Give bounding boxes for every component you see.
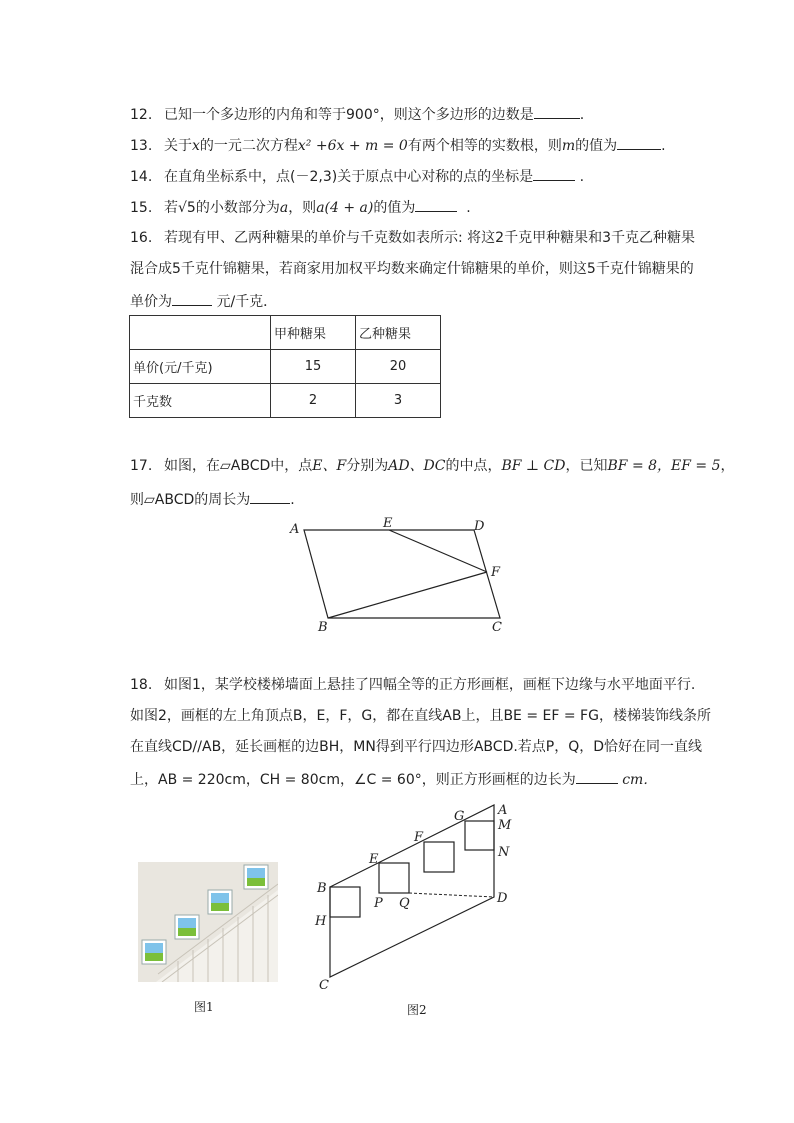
question-number: 16. — [130, 230, 153, 246]
question-number: 18. — [130, 677, 153, 693]
label-a: A — [498, 803, 508, 818]
math-text: AD、DC — [388, 458, 446, 474]
table-cell: 15 — [271, 350, 356, 384]
table-cell: 20 — [356, 350, 441, 384]
table-header-cell — [130, 316, 271, 350]
label-e: E — [369, 852, 379, 867]
question-text: 混合成5千克什锦糖果，若商家用加权平均数来确定什锦糖果的单价，则这5千克什锦糖果的 — [130, 261, 694, 277]
text-part: 有两个相等的实数根，则 — [407, 138, 562, 154]
answer-blank[interactable] — [533, 166, 575, 181]
label-m: M — [498, 818, 512, 833]
staircase-photo — [138, 862, 278, 982]
answer-blank[interactable] — [617, 135, 661, 150]
table-row — [130, 350, 441, 384]
math-variable: m — [561, 138, 576, 154]
question-12 — [130, 104, 584, 124]
answer-blank[interactable] — [250, 489, 290, 504]
question-17-line-2 — [130, 489, 295, 509]
answer-blank[interactable] — [172, 291, 212, 306]
text-part: 上，AB = 220cm，CH = 80cm，∠C = 60°，则正方形画框的边长为 — [130, 772, 576, 788]
table-header-row — [130, 316, 441, 350]
label-f: F — [414, 830, 424, 845]
question-text: 在直线CD//AB，延长画框的边BH，MN得到平行四边形ABCD.若点P，Q，D恰好在同一直线 — [130, 739, 703, 755]
table-header-cell: 乙种糖果 — [356, 316, 441, 350]
candy-price-table — [129, 315, 441, 418]
label-q: Q — [399, 896, 410, 911]
picture-frame — [208, 890, 232, 914]
period: . — [579, 169, 585, 185]
period: . — [290, 492, 295, 508]
label-f: F — [491, 565, 501, 580]
parallelogram-frames-figure — [308, 795, 528, 995]
square-frame-f — [424, 842, 454, 872]
label-n: N — [498, 845, 510, 860]
question-number: 14. — [130, 169, 153, 185]
label-d: D — [497, 891, 508, 906]
label-b: B — [318, 620, 328, 635]
label-h: H — [315, 914, 327, 929]
question-text: 如图2，画框的左上角顶点B，E，F，G，都在直线AB上，且BE = EF = FG，楼梯装饰线条所 — [130, 708, 711, 724]
text-part: 的值为 — [373, 200, 416, 216]
text-part: 如图，在▱ABCD中，点 — [164, 458, 313, 474]
question-text: 在直角坐标系中，点(－2,3)关于原点中心对称的点的坐标是 — [164, 169, 534, 185]
math-text: BF ⊥ CD — [501, 458, 566, 474]
question-18-line-3 — [130, 738, 702, 756]
square-frame-b — [330, 887, 360, 917]
text-part: 的中点， — [445, 458, 502, 474]
label-d: D — [474, 519, 485, 534]
parallelogram-abcd — [304, 530, 500, 618]
text-part: 的值为 — [575, 138, 618, 154]
label-b: B — [317, 881, 327, 896]
question-number: 13. — [130, 138, 153, 154]
question-number: 17. — [130, 458, 153, 474]
period: . — [579, 107, 585, 123]
table-cell: 千克数 — [130, 384, 271, 418]
label-c: C — [319, 978, 329, 993]
question-16-line-2 — [130, 260, 694, 278]
text-part: ， — [720, 458, 735, 474]
math-variable: x — [192, 138, 200, 154]
text-part: 的一元二次方程 — [199, 138, 298, 154]
unit: cm． — [622, 772, 658, 788]
question-16-line-1 — [130, 229, 695, 247]
parallelogram-figure — [280, 510, 520, 640]
question-18-line-1 — [130, 676, 695, 694]
question-text: 已知一个多边形的内角和等于900°，则这个多边形的边数是 — [164, 107, 534, 123]
answer-blank[interactable] — [415, 197, 457, 212]
math-text: BF = 8，EF = 5 — [607, 458, 721, 474]
text-part: 关于 — [164, 138, 192, 154]
answer-blank[interactable] — [576, 769, 618, 784]
math-variable: a — [279, 200, 289, 216]
table-row — [130, 384, 441, 418]
text-part: 元/千克． — [216, 294, 278, 310]
question-number: 12. — [130, 107, 153, 123]
label-e: E — [383, 516, 393, 531]
picture-frame — [175, 915, 199, 939]
label-c: C — [492, 620, 502, 635]
text-part: 则▱ABCD的周长为 — [130, 492, 251, 508]
question-18-line-4 — [130, 769, 657, 789]
period: . — [466, 200, 471, 216]
question-14 — [130, 166, 584, 186]
equation: x² +6x + m = 0 — [297, 138, 408, 154]
segment-bf — [328, 572, 487, 618]
question-text: 如图1，某学校楼梯墙面上悬挂了四幅全等的正方形画框，画框下边缘与水平地面平行. — [164, 677, 696, 693]
square-frame-g — [465, 821, 494, 850]
text-part: 若√5的小数部分为 — [164, 200, 280, 216]
dashed-line-qd — [409, 893, 494, 897]
question-13 — [130, 135, 666, 155]
question-15 — [130, 197, 471, 217]
answer-blank[interactable] — [534, 104, 580, 119]
question-18-line-2 — [130, 707, 711, 725]
table-cell: 单价(元/千克) — [130, 350, 271, 384]
picture-frame — [142, 940, 166, 964]
question-text: 若现有甲、乙两种糖果的单价与千克数如表所示: 将这2千克甲种糖果和3千克乙种糖果 — [164, 230, 695, 246]
figure-1-caption: 图1 — [194, 1000, 214, 1014]
period: . — [661, 138, 666, 154]
table-cell: 2 — [271, 384, 356, 418]
text-part: ，已知 — [565, 458, 608, 474]
label-a: A — [290, 522, 300, 537]
question-17-line-1 — [130, 457, 735, 475]
question-16-line-3 — [130, 291, 277, 311]
text-part: 单价为 — [130, 294, 172, 310]
table-cell: 3 — [356, 384, 441, 418]
text-part: 分别为 — [346, 458, 389, 474]
label-p: P — [374, 896, 383, 911]
text-part: ，则 — [288, 200, 317, 216]
picture-frame — [244, 865, 268, 889]
table-header-cell: 甲种糖果 — [271, 316, 356, 350]
square-frame-e — [379, 863, 409, 893]
label-g: G — [454, 809, 465, 824]
figure-2-caption: 图2 — [407, 1003, 427, 1017]
math-text: E、F — [312, 458, 347, 474]
parallelogram-abcd — [330, 805, 494, 977]
expression: a(4 + a) — [316, 200, 374, 216]
question-number: 15. — [130, 200, 153, 216]
segment-ef — [389, 530, 487, 572]
